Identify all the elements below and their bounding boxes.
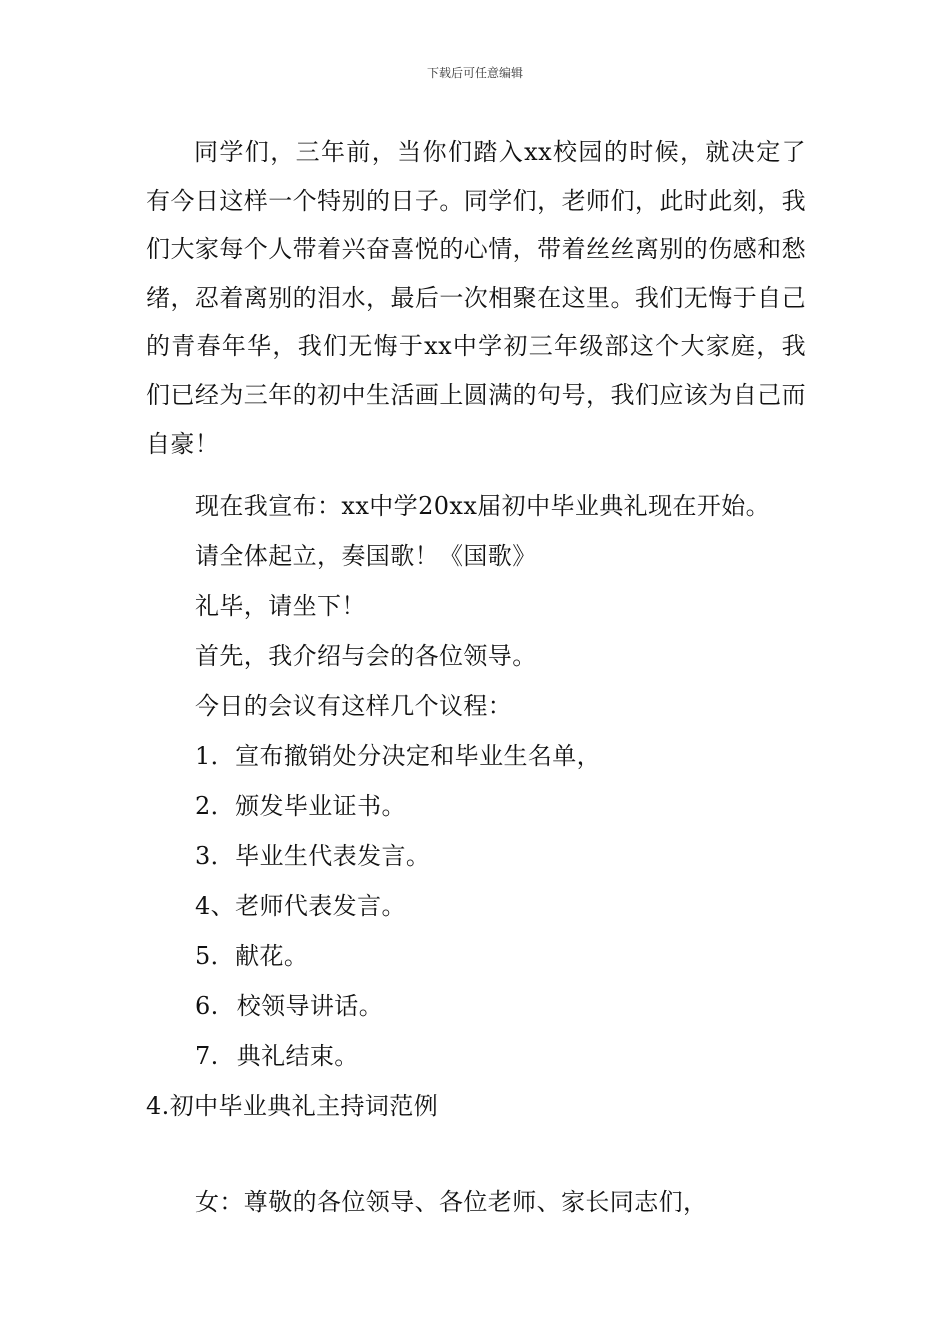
- document-body: [146, 128, 806, 1217]
- agenda-item: [146, 842, 806, 871]
- section-heading: 4.初中毕业典礼主持词范例: [146, 1092, 439, 1121]
- anthem-line: 请全体起立，奏国歌！《国歌》: [195, 542, 537, 571]
- page-header-note: 下载后可任意编辑: [426, 66, 523, 80]
- agenda-item: [146, 992, 806, 1021]
- agenda-item-text: 献花。: [235, 942, 309, 971]
- greeting-line: 女：尊敬的各位领导、各位老师、家长同志们，: [195, 1188, 708, 1217]
- introduce-leaders-line: 首先，我介绍与会的各位领导。: [195, 642, 537, 671]
- agenda-item-text: 毕业生代表发言。: [235, 842, 431, 871]
- sit-down-line: 礼毕，请坐下！: [195, 592, 366, 621]
- agenda-item: [146, 792, 806, 821]
- agenda-item-number: 6.: [195, 992, 219, 1021]
- agenda-item-text: 宣布撤销处分决定和毕业生名单，: [235, 742, 602, 771]
- agenda-intro-line: 今日的会议有这样几个议程：: [195, 692, 513, 721]
- agenda-item-number: 7.: [195, 1042, 219, 1071]
- agenda-item-text: 典礼结束。: [236, 1042, 359, 1071]
- agenda-item: [146, 892, 806, 921]
- agenda-item: [146, 1042, 806, 1071]
- agenda-item-number: 2．: [195, 792, 236, 821]
- opening-paragraph: 同学们，三年前，当你们踏入xx校园的时候，就决定了有今日这样一个特别的日子。同学们，老师们，此时此刻，我们大家每个人带着兴奋喜悦的心情，带着丝丝离别的伤感和愁绪，忍着离别的泪水，最后一次相聚在这里。我们无悔于自己的青春年华，我们无悔于xx中学初三年级部这个大家庭，我们已经为三年的初中生活画上圆满的句号，我们应该为自己而自豪！: [146, 138, 806, 458]
- agenda-item: [146, 742, 806, 771]
- agenda-item-text: 校领导讲话。: [236, 992, 384, 1021]
- agenda-item-text: 颁发毕业证书。: [235, 792, 406, 821]
- agenda-item-number: 5．: [195, 942, 236, 971]
- agenda-item-number: 4、: [195, 892, 236, 921]
- agenda-item-number: 3．: [195, 842, 236, 871]
- agenda-item-text: 老师代表发言。: [235, 892, 406, 921]
- agenda-item-number: 1．: [195, 742, 236, 771]
- agenda-item: [146, 942, 806, 971]
- announcement-line: 现在我宣布：xx中学20xx届初中毕业典礼现在开始。: [195, 492, 771, 521]
